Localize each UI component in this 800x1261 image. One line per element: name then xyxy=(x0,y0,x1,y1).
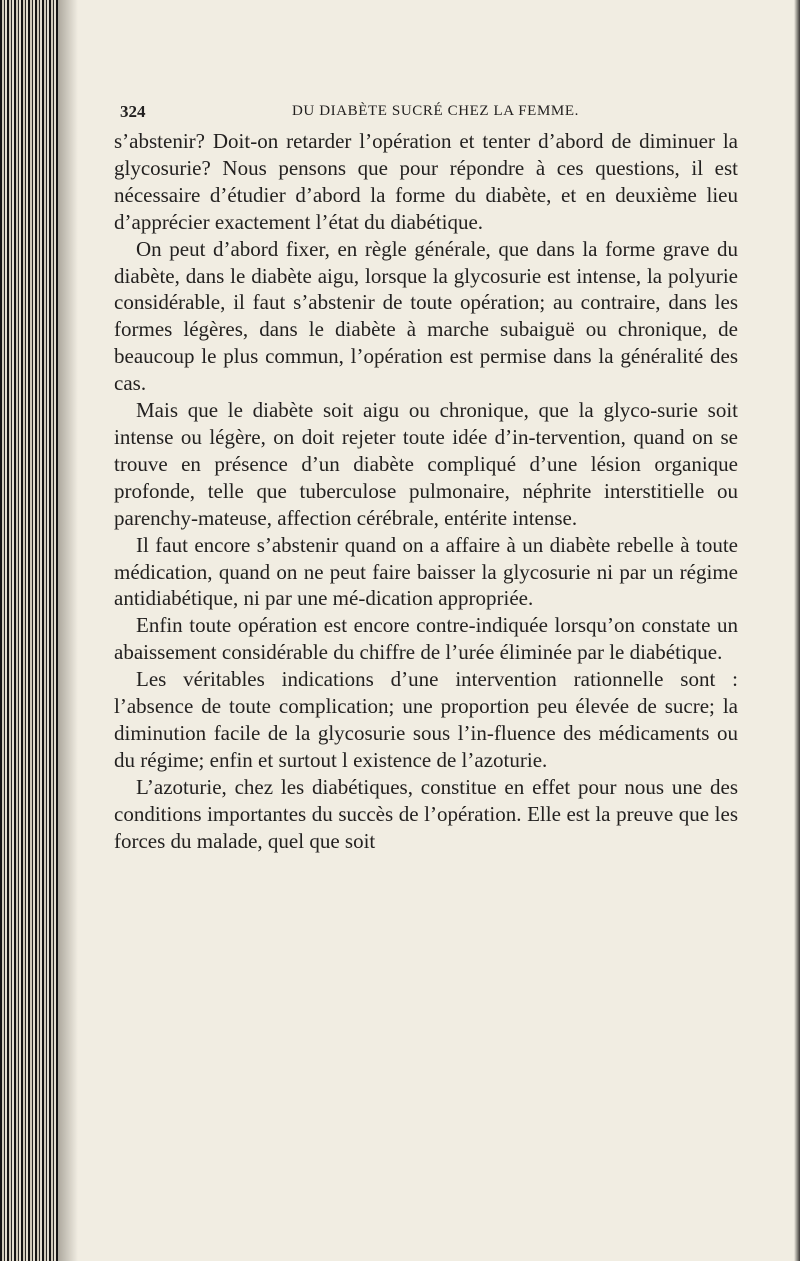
paragraph-7: L’azoturie, chez les diabétiques, constitue en effet pour nous une des conditions importantes du succès de l’opération. Elle est la preuve que les forces du malade, quel que soit xyxy=(114,774,738,853)
book-page xyxy=(114,98,738,854)
paragraph-1: s’abstenir? Doit-on retarder l’opération et tenter d’abord de diminuer la glycosurie? Nous pensons que pour répondre à ces questions, il est nécessaire d’étudier d’abord la forme du diabète, et en deuxième lieu d’apprécier exactement l’état du diabétique. xyxy=(114,129,738,234)
page-number: 324 xyxy=(120,102,146,121)
body-text xyxy=(114,128,738,854)
page-edge xyxy=(794,0,800,1261)
running-title: DU DIABÈTE SUCRÉ CHEZ LA FEMME. xyxy=(292,103,579,119)
gutter-shadow xyxy=(58,0,78,1261)
running-head xyxy=(114,98,738,128)
paragraph-4: Il faut encore s’abstenir quand on a affaire à un diabète rebelle à toute médication, quand on ne peut faire baisser la glycosurie ni par un régime antidiabétique, ni par une mé-dication appropriée. xyxy=(114,532,738,611)
book-spine xyxy=(0,0,58,1261)
paragraph-3: Mais que le diabète soit aigu ou chronique, que la glyco-surie soit intense ou légère, on doit rejeter toute idée d’in-tervention, quand on se trouve en présence d’un diabète compliqué d’une lésion organique profonde, telle que tuberculose pulmonaire, néphrite interstitielle ou parenchy-mateuse, affection cérébrale, entérite intense. xyxy=(114,398,738,530)
paragraph-6: Les véritables indications d’une intervention rationnelle sont : l’absence de toute complication; une proportion peu élevée de sucre; la diminution facile de la glycosurie sous l’in-fluence des médicaments ou du régime; enfin et surtout l existence de l’azoturie. xyxy=(114,667,738,772)
paragraph-5: Enfin toute opération est encore contre-indiquée lorsqu’on constate un abaissement considérable du chiffre de l’urée éliminée par le diabétique. xyxy=(114,613,738,665)
paragraph-2: On peut d’abord fixer, en règle générale, que dans la forme grave du diabète, dans le diabète aigu, lorsque la glycosurie est intense, la polyurie considérable, il faut s’abstenir de toute opération; au contraire, dans les formes légères, dans le diabète à marche subaiguë ou chronique, de beaucoup le plus commun, l’opération est permise dans la généralité des cas. xyxy=(114,236,738,396)
